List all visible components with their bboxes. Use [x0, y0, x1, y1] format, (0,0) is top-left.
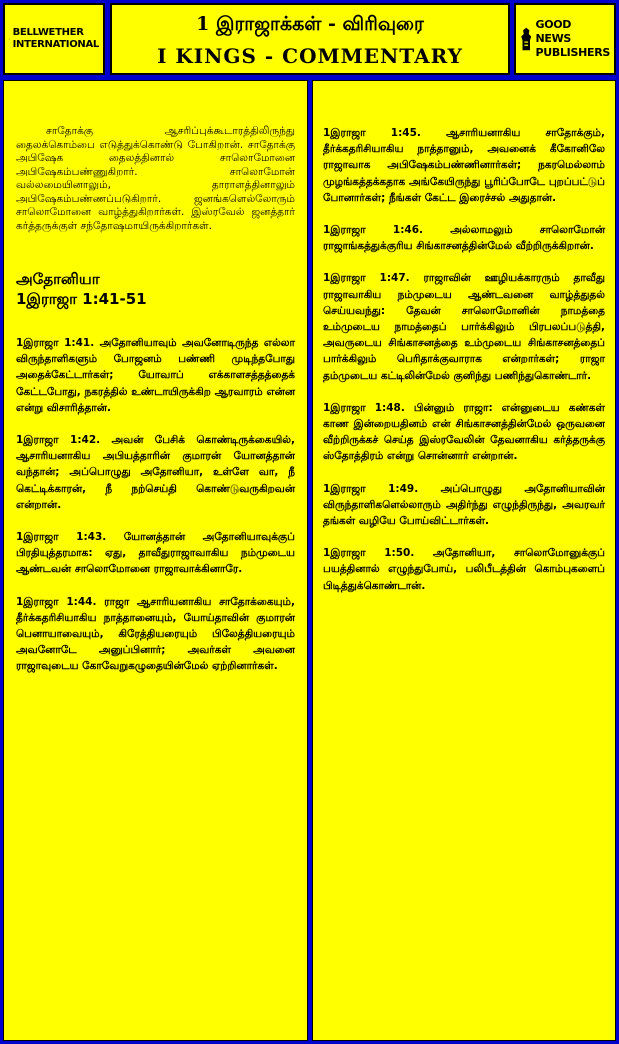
- intro-paragraph: சாதோக்கு ஆசரிப்புக்கூடாரத்திலிருந்து தைலக்கொம்பை எடுத்துக்கொண்டு போகிறான். சாதோக்கு அபிஷேக தைலத்தினால் சாலொமோனை அபிஷேகம்பண்ணுகிறார். சாலொமோன் வல்லமையினாலும், தாராளத்தினாலும் அபிஷேகம்பண்ணப்படுகிறார். ஜனங்களெல்லோரும் சாலொமோனை வாழ்த்துகிறார்கள். இஸ்ரவேல் ஜனத்தார் கர்த்தருக்குள் சந்தோஷமாயிருக்கிறார்கள்.: [16, 125, 295, 232]
- verse-1-46: 1இராஜா 1:46. அல்லாமலும் சாலொமோன் ராஜாங்கத்துக்குரிய சிங்காசனத்தின்மேல் வீற்றிருக்கிறான்.: [323, 224, 605, 253]
- left-logo-line1: BELLWETHER: [12, 27, 84, 38]
- page-title-box: [110, 3, 510, 75]
- verse-1-50: 1இராஜா 1:50. அதோனியா, சாலொமோனுக்குப் பயத்தினால் எழுந்துபோய், பலிபீடத்தின் கொம்புகளைப் பிடித்துக்கொண்டான்.: [323, 547, 605, 592]
- good-news-ram-icon: [520, 19, 532, 59]
- section-name: அதோனியா: [16, 270, 100, 288]
- good-news-logo: [514, 3, 616, 75]
- right-logo-line1: GOOD NEWS: [535, 18, 572, 45]
- verse-1-41: 1இராஜா 1:41. அதோனியாவும் அவனோடிருந்த எல்லா விருந்தாளிகளும் போஜனம் பண்ணி முடிந்தபோது அதைக்கேட்டார்கள்; யோவாப் எக்காளசத்தத்தைக் கேட்டபோது, நகரத்தில் உண்டாயிருக்கிற ஆரவாரம் என்ன என்று விசாரித்தான்.: [16, 337, 295, 414]
- verse-1-43: 1இராஜா 1:43. யோனத்தான் அதோனியாவுக்குப் பிரதியுத்தரமாக: ஏது, தாவீதுராஜாவாகிய நம்முடைய ஆண்டவன் சாலொமோனை ராஜாவாக்கினாரே.: [16, 531, 295, 576]
- right-logo-line2: PUBLISHERS: [535, 46, 610, 59]
- verse-1-42: 1இராஜா 1:42. அவன் பேசிக் கொண்டிருக்கையில், ஆசாரியனாகிய அபியத்தாரின் குமாரன் யோனத்தான் வந்தான்; அப்பொழுது அதோனியா, உள்ளே வா, நீ கெட்டிக்காரன், நீ நற்செய்தி கொண்டுவருகிறவன் என்றான்.: [16, 434, 295, 511]
- verse-1-47: 1இராஜா 1:47. ராஜாவின் ஊழியக்காரரும் தாவீது ராஜாவாகிய நம்முடைய ஆண்டவனை வாழ்த்துதல் செய்யவந்து: தேவன் சாலொமோனின் நாமத்தை உம்முடைய நாமத்தைப் பார்க்கிலும் பிரபலப்படுத்தி, அவருடைய சிங்காசனத்தை உம்முடைய சிங்காசனத்தைப் பார்க்கிலும் பெரிதாக்குவாராக என்றார்கள்; ராஜா தம்முடைய கட்டிலின்மேல் குனிந்து பணிந்துகொண்டார்.: [323, 272, 605, 382]
- section-heading: [16, 269, 295, 309]
- verse-1-48: 1இராஜா 1:48. பின்னும் ராஜா: என்னுடைய கண்கள் காண இன்றையதினம் என் சிங்காசனத்தின்மேல் ஒருவனை வீற்றிருக்கச் செய்த இஸ்ரவேலின் தேவனாகிய கர்த்தருக்கு ஸ்தோத்திரம் என்று சொன்னார் என்றான்.: [323, 401, 605, 463]
- title-english: I KINGS - COMMENTARY: [157, 44, 463, 68]
- left-logo-line2: INTERNATIONAL: [12, 39, 99, 50]
- verse-1-45: 1இராஜா 1:45. ஆசாரியனாகிய சாதோக்கும், தீர்க்கதரிசியாகிய நாத்தானும், அவனைக் கீகோனிலே ராஜாவாக அபிஷேகம்பண்ணினார்கள்; நகரமெல்லாம் முழங்கத்தக்கதாக அங்கேயிருந்து பூரிப்போடே புறப்பட்டுப் போனார்கள்; நீங்கள் கேட்ட இரைச்சல் அதுதான்.: [323, 127, 605, 204]
- section-reference: 1இராஜா 1:41-51: [16, 290, 147, 308]
- verse-1-44: 1இராஜா 1:44. ராஜா ஆசாரியனாகிய சாதோக்கையும், தீர்க்கதரிசியாகிய நாத்தானையும், யோய்தாவின் குமாரன் பெனாயாவையும், கிரேத்தியரையும் பிலேத்தியரையும் அவனோடே அனுப்பினார்; அவர்கள் அவனை ராஜாவுடைய கோவேறுகழுதையின்மேல் ஏற்றினார்கள்.: [16, 595, 295, 673]
- left-column: [3, 80, 308, 1041]
- right-column: [312, 80, 616, 1041]
- verse-1-49: 1இராஜா 1:49. அப்பொழுது அதோனியாவின் விருந்தாளிகளெல்லாரும் அதிர்ந்து எழுந்திருந்து, அவரவர் தங்கள் வழியே போய்விட்டார்கள்.: [323, 482, 605, 528]
- title-tamil: 1 இராஜாக்கள் - விரிவுரை: [196, 13, 424, 35]
- bellwether-ram-icon: [9, 19, 10, 59]
- bellwether-logo: [3, 3, 105, 75]
